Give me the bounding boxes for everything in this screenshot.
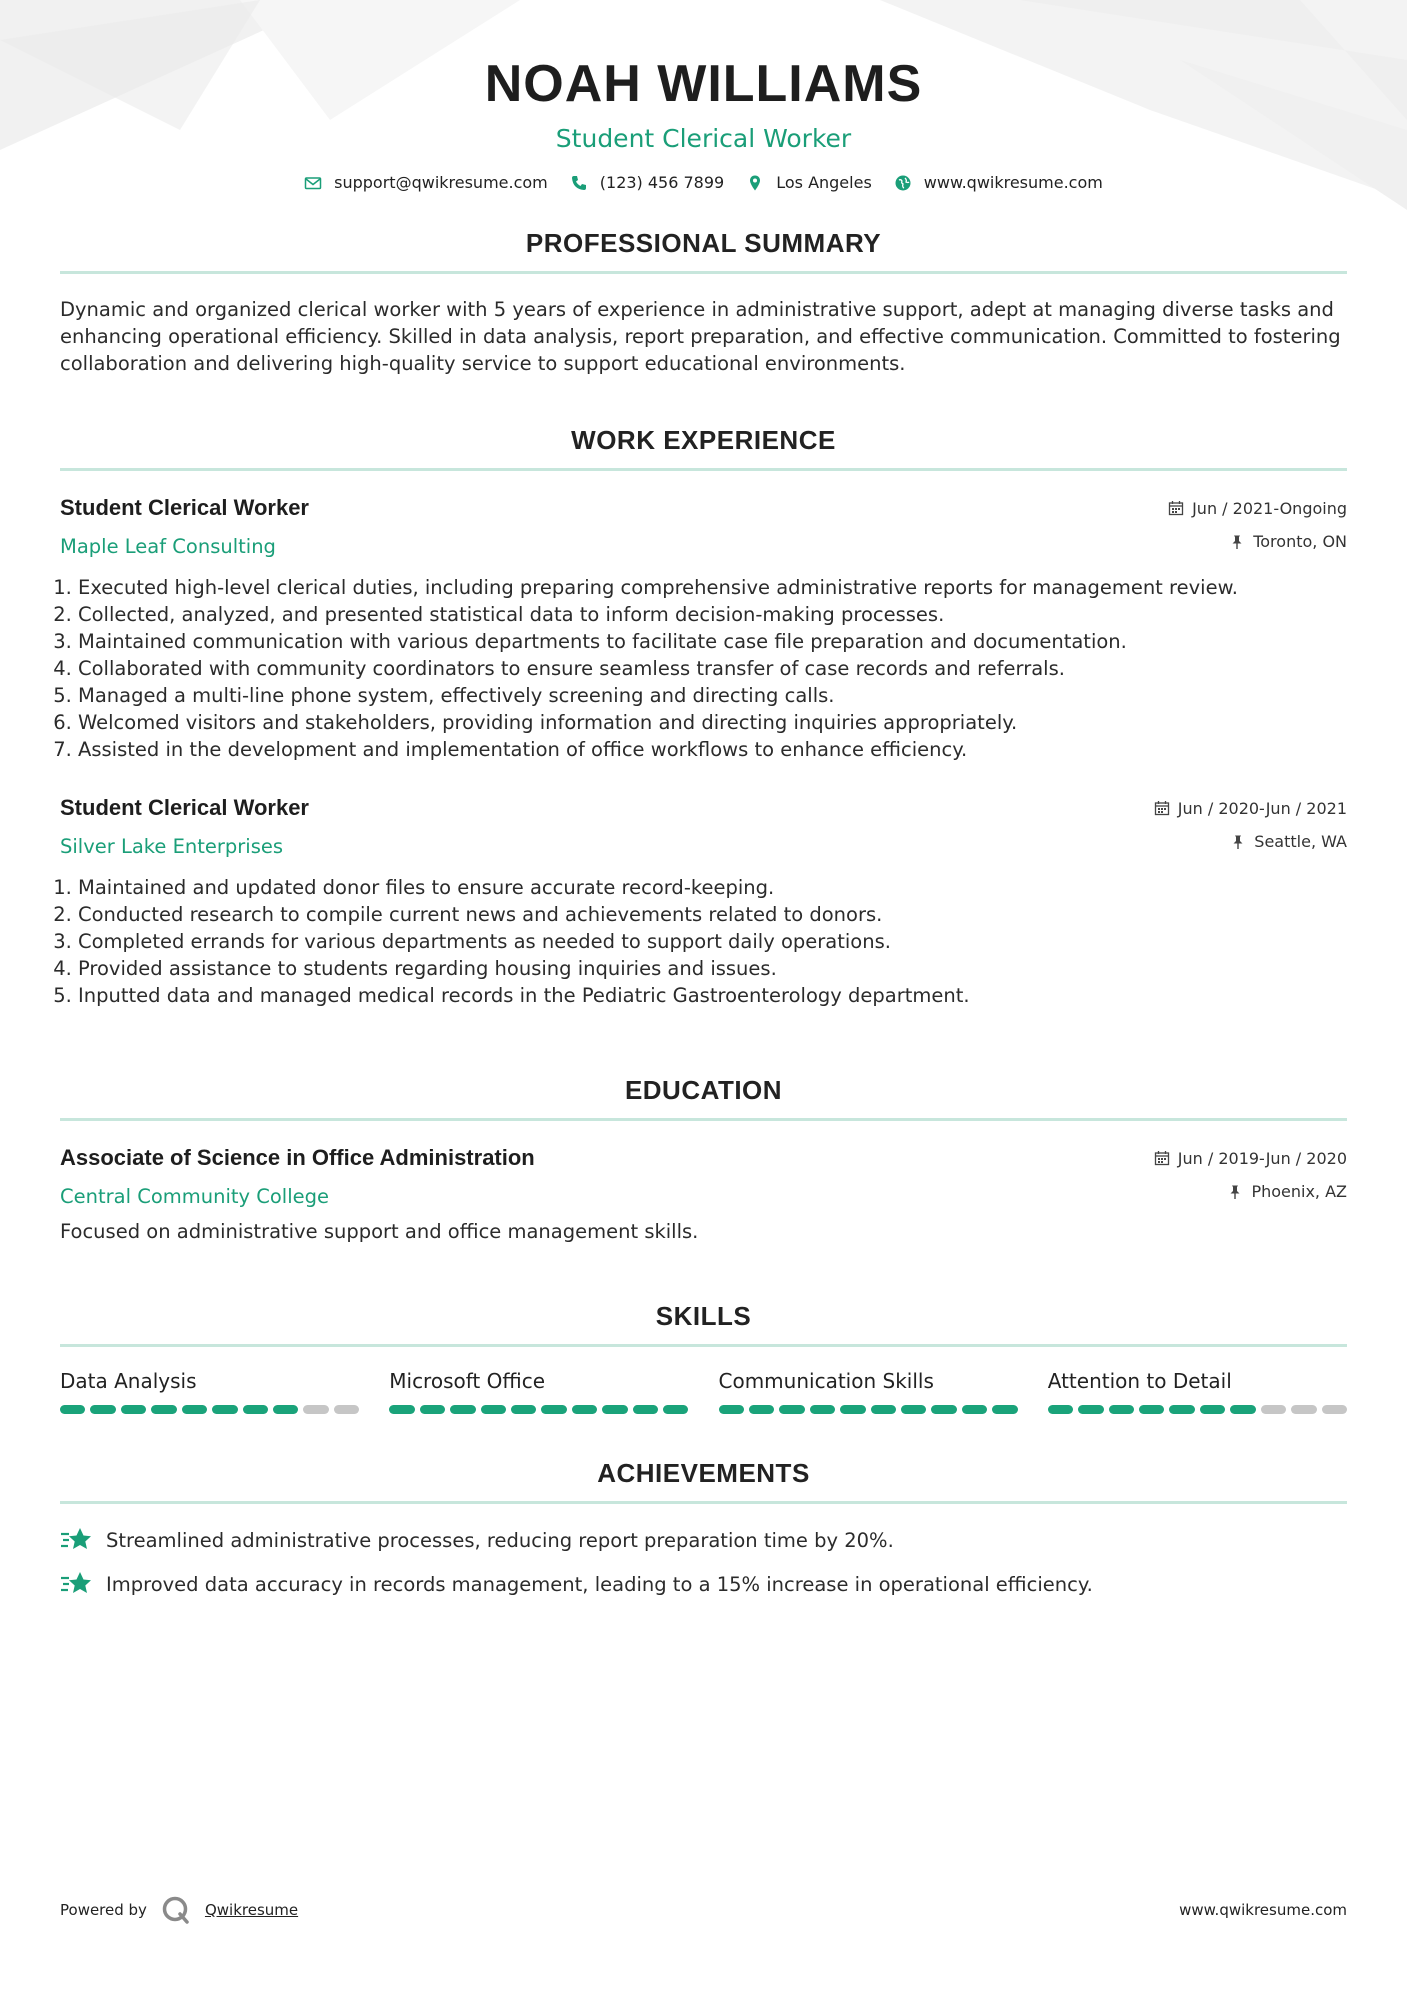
job-location-text: Seattle, WA xyxy=(1254,832,1347,851)
company-name: Maple Leaf Consulting xyxy=(60,535,276,558)
pushpin-icon xyxy=(1227,1184,1243,1200)
education-date xyxy=(1154,1149,1347,1168)
skill-dot-filled xyxy=(931,1405,956,1414)
skill-dot-filled xyxy=(273,1405,298,1414)
map-pin-icon xyxy=(746,174,764,192)
school-name: Central Community College xyxy=(60,1185,330,1208)
powered-by-label: Powered by xyxy=(60,1901,147,1919)
skill-rating xyxy=(60,1405,359,1414)
job-duties-list xyxy=(60,574,1347,763)
qwikresume-link[interactable]: Qwikresume xyxy=(204,1901,299,1919)
list-item: 1. Executed high-level clerical duties, including preparing comprehensive administrative reports for management review. xyxy=(78,574,1347,601)
experience-heading: WORK EXPERIENCE xyxy=(60,425,1347,471)
education-entry xyxy=(60,1145,1347,1245)
skill-item xyxy=(719,1369,1018,1414)
list-item: 4. Provided assistance to students regarding housing inquiries and issues. xyxy=(78,955,1347,982)
skill-rating xyxy=(1048,1405,1347,1414)
footer-website[interactable]: www.qwikresume.com xyxy=(1179,1901,1347,1919)
summary-heading: PROFESSIONAL SUMMARY xyxy=(60,228,1347,274)
skill-dot-filled xyxy=(1048,1405,1073,1414)
skill-dot-filled xyxy=(481,1405,506,1414)
calendar-icon xyxy=(1168,500,1184,516)
job-date-text: Jun / 2021-Ongoing xyxy=(1192,498,1347,518)
achievements-section xyxy=(60,1458,1347,1598)
skill-dot-filled xyxy=(871,1405,896,1414)
skill-rating xyxy=(389,1405,688,1414)
skill-item xyxy=(60,1369,359,1414)
achievement-text: Improved data accuracy in records management, leading to a 15% increase in operational efficiency. xyxy=(106,1572,1093,1596)
star-icon xyxy=(60,1526,92,1554)
skills-section xyxy=(60,1301,1347,1414)
list-item: 6. Welcomed visitors and stakeholders, providing information and directing inquiries appropriately. xyxy=(78,709,1347,736)
calendar-icon xyxy=(1154,1150,1170,1166)
contact-email[interactable] xyxy=(304,173,548,192)
skill-name: Attention to Detail xyxy=(1047,1369,1232,1393)
contact-email-text: support@qwikresume.com xyxy=(334,173,548,192)
job-date xyxy=(1168,499,1347,518)
skill-dot-empty xyxy=(1322,1405,1347,1414)
skill-dot-filled xyxy=(1200,1405,1225,1414)
skill-dot-filled xyxy=(1078,1405,1103,1414)
job-location xyxy=(1230,832,1347,851)
list-item: 7. Assisted in the development and implementation of office workflows to enhance efficiency. xyxy=(78,736,1347,763)
contact-phone-text: (123) 456 7899 xyxy=(599,173,725,192)
list-item: 5. Managed a multi-line phone system, effectively screening and directing calls. xyxy=(78,682,1347,709)
skill-name: Data Analysis xyxy=(60,1369,197,1393)
qwikresume-logo-icon xyxy=(161,1895,191,1925)
skill-dot-filled xyxy=(840,1405,865,1414)
envelope-icon xyxy=(304,174,322,192)
skill-rating xyxy=(719,1405,1018,1414)
star-icon xyxy=(60,1570,92,1598)
skill-dot-empty xyxy=(1291,1405,1316,1414)
skill-dot-filled xyxy=(663,1405,688,1414)
achievement-text: Streamlined administrative processes, reducing report preparation time by 20%. xyxy=(106,1528,894,1552)
list-item: 5. Inputted data and managed medical records in the Pediatric Gastroenterology department. xyxy=(78,982,1347,1009)
contact-location-text: Los Angeles xyxy=(776,173,872,192)
list-item: 1. Maintained and updated donor files to ensure accurate record-keeping. xyxy=(78,874,1347,901)
achievements-list xyxy=(60,1526,1347,1598)
skill-dot-empty xyxy=(334,1405,359,1414)
skill-dot-filled xyxy=(420,1405,445,1414)
list-item: 2. Collected, analyzed, and presented statistical data to inform decision-making processes. xyxy=(78,601,1347,628)
resume-header xyxy=(60,0,1347,192)
contact-website-text: www.qwikresume.com xyxy=(923,173,1103,192)
job-date xyxy=(1154,799,1347,818)
skills-grid xyxy=(60,1369,1347,1414)
skill-dot-filled xyxy=(1169,1405,1194,1414)
skill-dot-filled xyxy=(151,1405,176,1414)
footer-branding xyxy=(60,1895,298,1925)
education-location xyxy=(1227,1182,1347,1201)
list-item: 4. Collaborated with community coordinators to ensure seamless transfer of case records and referrals. xyxy=(78,655,1347,682)
pushpin-icon xyxy=(1229,534,1245,550)
skill-dot-filled xyxy=(1109,1405,1134,1414)
list-item: 2. Conducted research to compile current news and achievements related to donors. xyxy=(78,901,1347,928)
skill-dot-filled xyxy=(962,1405,987,1414)
achievements-heading: ACHIEVEMENTS xyxy=(60,1458,1347,1504)
summary-text: Dynamic and organized clerical worker with 5 years of experience in administrative support, adept at managing diverse tasks and enhancing operational efficiency. Skilled in data analysis, report preparation, and effective communication. Committed to fostering collaboration and delivering high-quality service to support educational environments. xyxy=(60,298,1341,375)
skill-dot-empty xyxy=(303,1405,328,1414)
skills-heading: SKILLS xyxy=(60,1301,1347,1347)
education-date-text: Jun / 2019-Jun / 2020 xyxy=(1177,1148,1347,1168)
skill-dot-filled xyxy=(90,1405,115,1414)
skill-dot-filled xyxy=(749,1405,774,1414)
job-location xyxy=(1229,532,1347,551)
candidate-name: NOAH WILLIAMS xyxy=(484,55,923,113)
skill-dot-filled xyxy=(719,1405,744,1414)
contact-website[interactable] xyxy=(894,173,1103,192)
skill-dot-filled xyxy=(602,1405,627,1414)
job-duties-list xyxy=(60,874,1347,1009)
skill-dot-filled xyxy=(992,1405,1017,1414)
skill-item xyxy=(1048,1369,1347,1414)
skill-dot-filled xyxy=(901,1405,926,1414)
job-title: Student Clerical Worker xyxy=(60,795,309,820)
skill-dot-filled xyxy=(1230,1405,1255,1414)
candidate-title: Student Clerical Worker xyxy=(555,124,852,153)
list-item xyxy=(60,1526,1347,1554)
skill-dot-filled xyxy=(182,1405,207,1414)
skill-item xyxy=(389,1369,688,1414)
skill-dot-filled xyxy=(243,1405,268,1414)
degree-title: Associate of Science in Office Administration xyxy=(60,1145,535,1170)
skill-dot-filled xyxy=(1139,1405,1164,1414)
job-date-text: Jun / 2020-Jun / 2021 xyxy=(1177,798,1347,818)
page-footer xyxy=(60,1895,1347,1925)
contact-bar xyxy=(60,173,1347,192)
skill-dot-filled xyxy=(541,1405,566,1414)
job-entry xyxy=(60,795,1347,1009)
education-heading: EDUCATION xyxy=(60,1075,1347,1121)
education-section xyxy=(60,1075,1347,1245)
phone-icon xyxy=(570,174,588,192)
experience-section xyxy=(60,425,1347,1009)
company-name: Silver Lake Enterprises xyxy=(60,835,284,858)
calendar-icon xyxy=(1154,800,1170,816)
skill-dot-filled xyxy=(389,1405,414,1414)
globe-icon xyxy=(894,174,912,192)
list-item: 3. Maintained communication with various departments to facilitate case file preparation and documentation. xyxy=(78,628,1347,655)
pushpin-icon xyxy=(1230,834,1246,850)
skill-dot-filled xyxy=(121,1405,146,1414)
skill-dot-filled xyxy=(779,1405,804,1414)
skill-name: Communication Skills xyxy=(718,1369,934,1393)
skill-dot-empty xyxy=(1261,1405,1286,1414)
skill-dot-filled xyxy=(572,1405,597,1414)
skill-dot-filled xyxy=(450,1405,475,1414)
education-description: Focused on administrative support and office management skills. xyxy=(60,1220,699,1243)
job-location-text: Toronto, ON xyxy=(1253,532,1347,551)
skill-dot-filled xyxy=(60,1405,85,1414)
contact-location xyxy=(746,173,872,192)
skill-dot-filled xyxy=(511,1405,536,1414)
list-item: 3. Completed errands for various departments as needed to support daily operations. xyxy=(78,928,1347,955)
job-entry xyxy=(60,495,1347,763)
skill-dot-filled xyxy=(212,1405,237,1414)
summary-section xyxy=(60,228,1347,377)
skill-name: Microsoft Office xyxy=(389,1369,546,1393)
contact-phone[interactable] xyxy=(570,173,724,192)
job-title: Student Clerical Worker xyxy=(60,495,309,520)
skill-dot-filled xyxy=(633,1405,658,1414)
skill-dot-filled xyxy=(810,1405,835,1414)
list-item xyxy=(60,1570,1347,1598)
education-location-text: Phoenix, AZ xyxy=(1251,1182,1347,1201)
